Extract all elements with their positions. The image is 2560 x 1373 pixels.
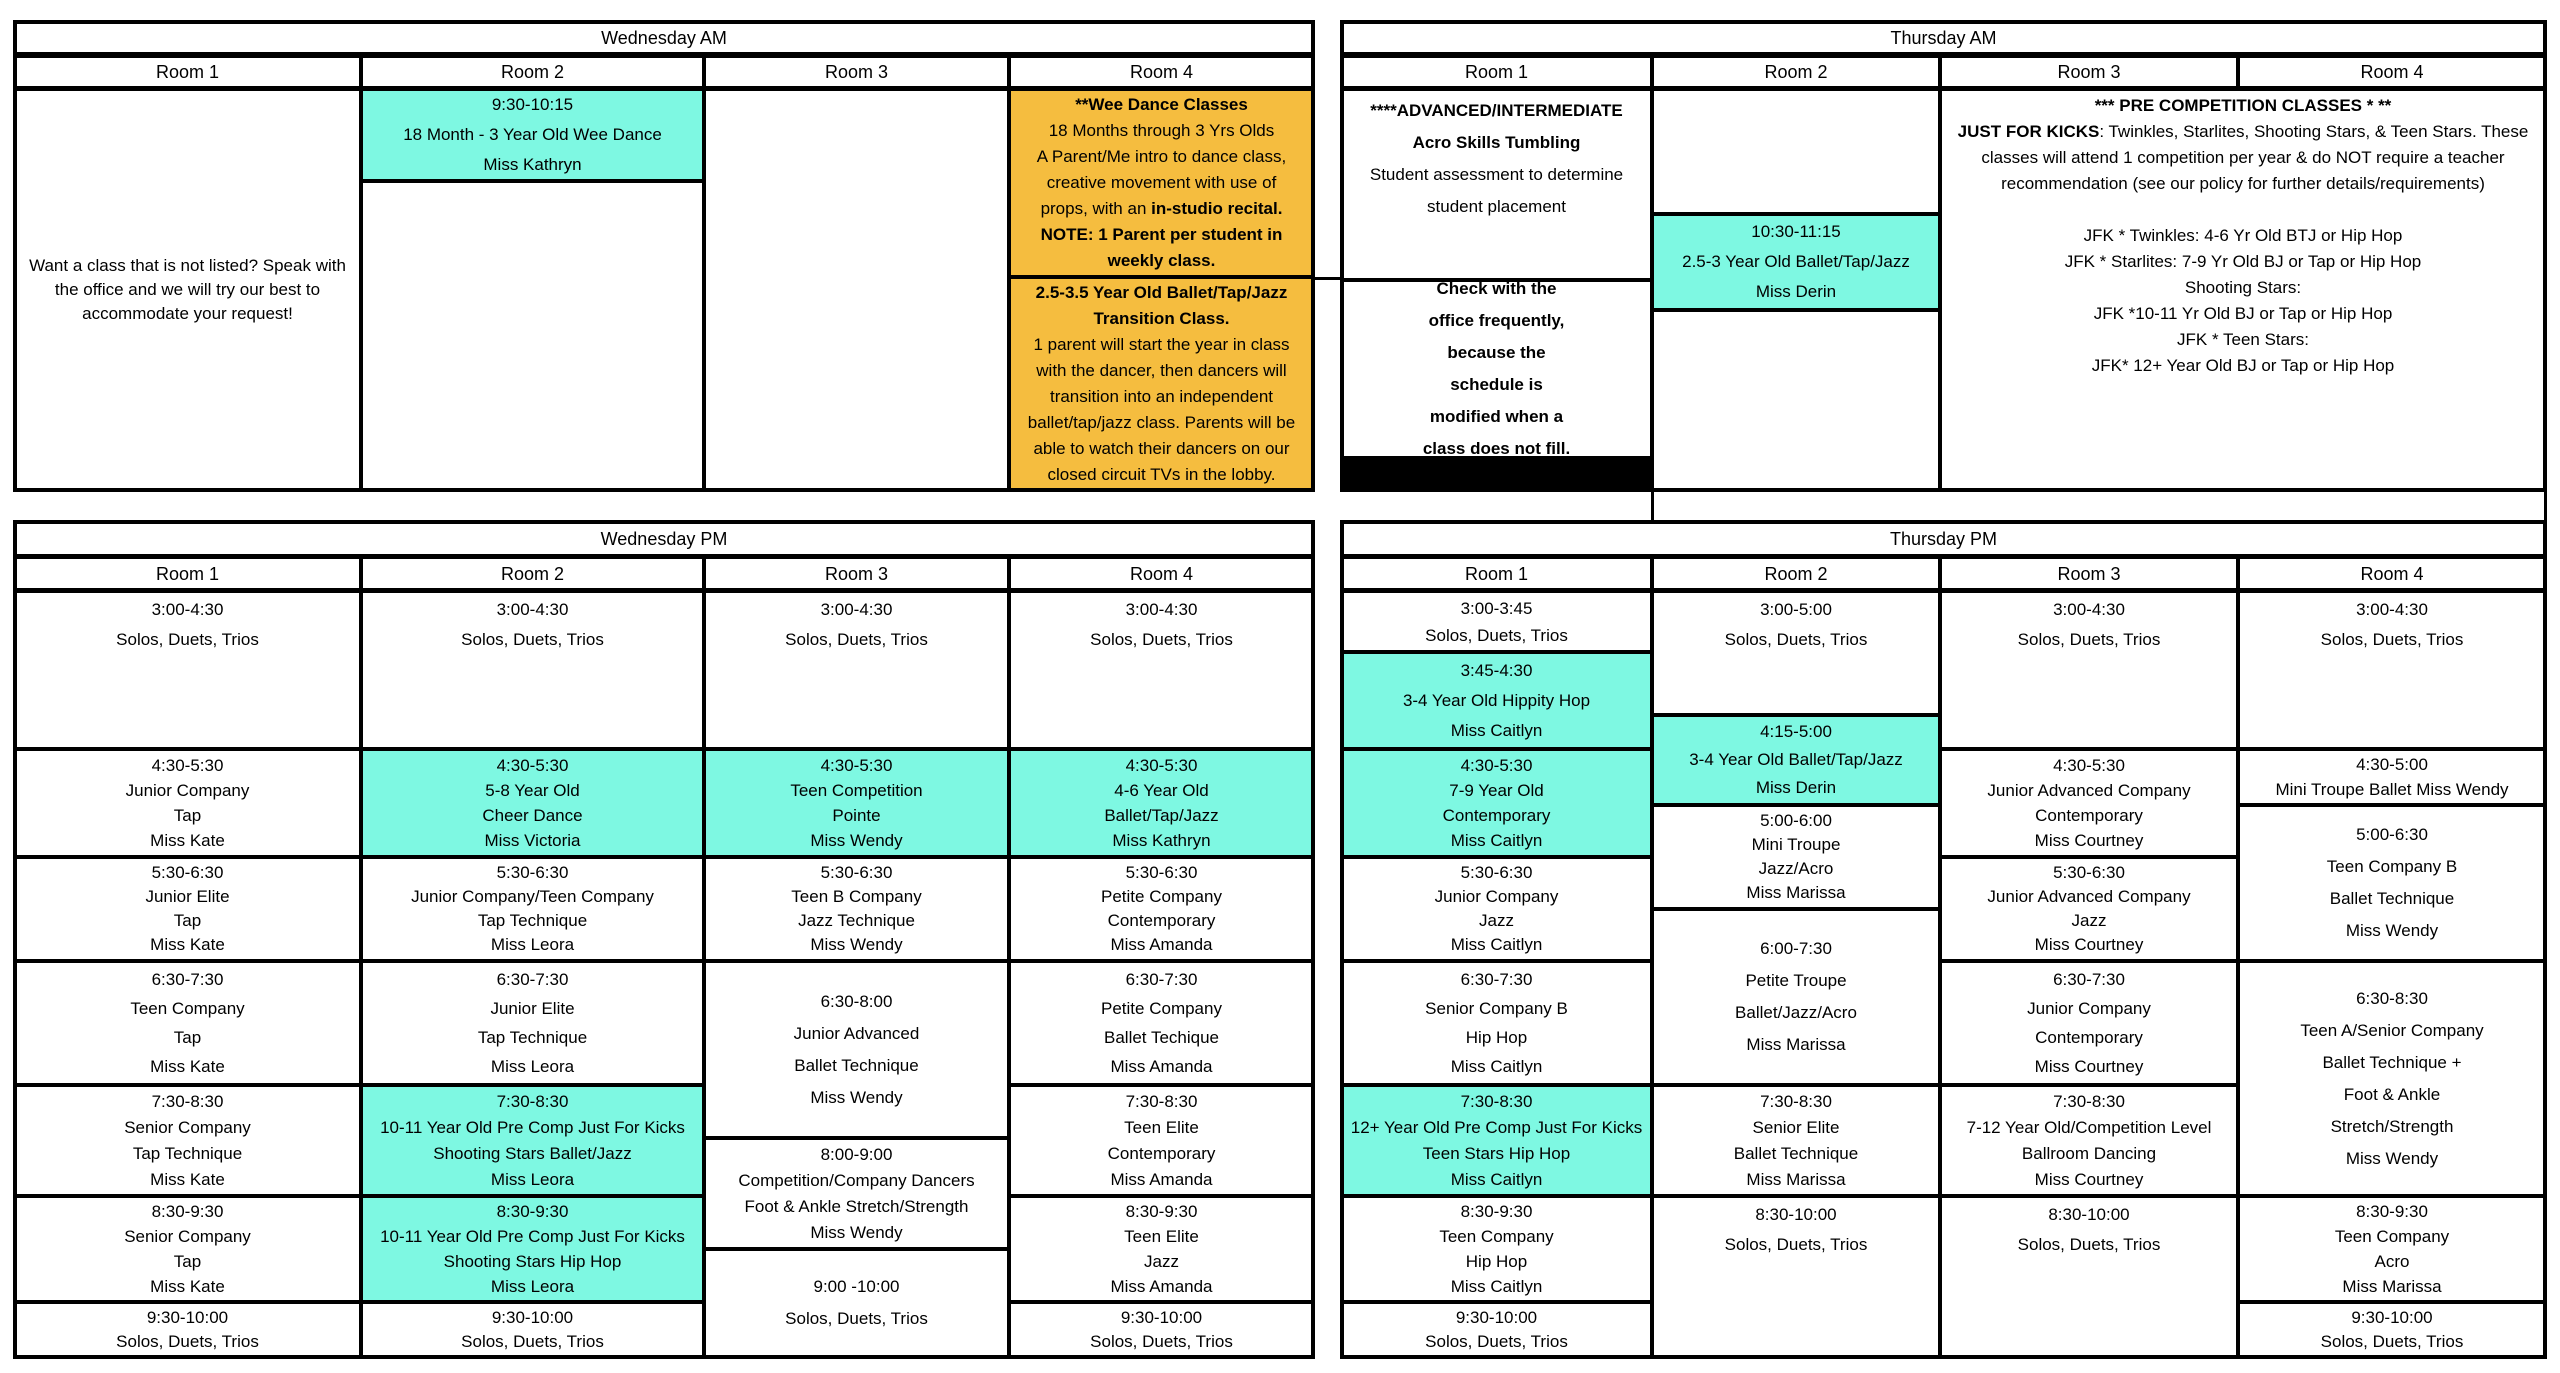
- class-slot: [360, 856, 705, 962]
- slot-detail: 10-11 Year Old Pre Comp Just For Kicks: [380, 1117, 685, 1137]
- slot-detail: Miss Kate: [150, 935, 225, 954]
- slot-detail: Miss Kate: [150, 1169, 225, 1189]
- slot-time: 6:00-7:30: [1760, 939, 1832, 958]
- slot-detail: Contemporary: [2035, 1028, 2143, 1047]
- class-slot: [1008, 1301, 1315, 1358]
- slot-time: 3:00-4:30: [2053, 600, 2125, 619]
- slot-detail: Tap: [173, 1028, 202, 1047]
- slot-detail: 5-8 Year Old: [485, 781, 580, 800]
- divider: [1315, 277, 1341, 280]
- slot-detail: Solos, Duets, Trios: [785, 630, 928, 649]
- slot-detail: Miss Caitlyn: [1450, 935, 1543, 954]
- slot-detail: Shooting Stars Hip Hop: [443, 1252, 622, 1271]
- room1-request-note: Want a class that is not listed? Speak with the office and we will try our best to accommodate your request!: [13, 88, 362, 491]
- slot-detail: Shooting Stars Ballet/Jazz: [433, 1143, 632, 1163]
- slot-detail: Miss Marissa: [1746, 1169, 1846, 1189]
- class-slot: [1008, 590, 1315, 750]
- slot-detail: Miss Caitlyn: [1450, 1277, 1543, 1296]
- class-slot: [13, 590, 362, 750]
- slot-time: 4:30-5:30: [820, 756, 893, 775]
- slot-time: 9:30-10:00: [491, 1307, 574, 1327]
- class-slot: [13, 856, 362, 962]
- slot-detail: Miss Marissa: [1746, 1035, 1846, 1054]
- slot-time: 5:00-6:00: [1760, 811, 1832, 830]
- slot-detail: Jazz Technique: [798, 911, 915, 930]
- class-slot: [1008, 748, 1315, 858]
- slot-detail: Petite Company: [1101, 999, 1222, 1018]
- slot-time: 8:30-10:00: [1755, 1205, 1837, 1224]
- class-slot: [1651, 1084, 1941, 1197]
- office-note: Check with the office frequently, because the schedule is modified when a class does not fill.: [1340, 279, 1653, 459]
- slot-detail: Miss Caitlyn: [1450, 1057, 1543, 1076]
- class-slot: [2237, 804, 2547, 962]
- class-slot: [1008, 960, 1315, 1086]
- slot-detail: Foot & Ankle: [2343, 1084, 2441, 1104]
- slot-time: 6:30-7:30: [2053, 970, 2125, 989]
- class-slot: [703, 1248, 1010, 1358]
- slot-detail: 10-11 Year Old Pre Comp Just For Kicks: [380, 1227, 685, 1246]
- class-slot: [1340, 960, 1653, 1086]
- black-bar: [1340, 457, 1653, 492]
- class-slot: [1939, 1195, 2239, 1358]
- room-header: Room 1: [1340, 556, 1653, 591]
- class-slot: [703, 590, 1010, 750]
- slot-detail: Miss Wendy: [810, 935, 903, 954]
- slot-time: 5:30-6:30: [820, 863, 893, 882]
- slot-time: 5:30-6:30: [496, 863, 569, 882]
- class-slot: [360, 960, 705, 1086]
- slot-detail: Miss Marissa: [2342, 1277, 2442, 1296]
- slot-time: 9:30-10:00: [1120, 1307, 1203, 1327]
- slot-detail: Contemporary: [1442, 806, 1551, 825]
- slot-detail: Miss Victoria: [484, 831, 581, 850]
- class-slot: [13, 748, 362, 858]
- slot-detail: Miss Caitlyn: [1450, 831, 1543, 850]
- slot-detail: Junior Company: [125, 781, 250, 800]
- slot-time: 8:30-9:30: [1125, 1202, 1198, 1221]
- slot-detail: Competition/Company Dancers: [738, 1170, 975, 1190]
- slot-detail: Jazz: [1479, 911, 1514, 930]
- room-header: Room 3: [1939, 556, 2239, 591]
- slot-detail: Pointe: [832, 806, 881, 825]
- slot-detail: Solos, Duets, Trios: [1425, 625, 1568, 645]
- class-block: 9:30-10:15 18 Month - 3 Year Old Wee Dance Miss Kathryn: [360, 88, 705, 182]
- empty-slot: [703, 88, 1010, 491]
- room-header: Room 2: [1651, 55, 1941, 89]
- class-block: 10:30-11:15 2.5-3 Year Old Ballet/Tap/Jazz Miss Derin: [1651, 213, 1941, 311]
- slot-detail: Ballet Techique: [1104, 1028, 1219, 1047]
- class-slot: [1008, 1084, 1315, 1197]
- slot-detail: Senior Company: [124, 1117, 251, 1137]
- slot-detail: Jazz: [1144, 1252, 1179, 1271]
- slot-detail: Hip Hop: [1465, 1028, 1528, 1047]
- class-slot: [1939, 590, 2239, 750]
- schedule-title: Thursday AM: [1340, 20, 2547, 56]
- slot-time: 3:00-4:30: [820, 600, 893, 619]
- slot-detail: 7-9 Year Old: [1449, 781, 1544, 800]
- slot-detail: Solos, Duets, Trios: [1090, 630, 1233, 649]
- empty-slot: [360, 180, 705, 491]
- class-slot: [360, 590, 705, 750]
- slot-detail: Contemporary: [2035, 806, 2143, 825]
- slot-time: 7:30-8:30: [496, 1091, 569, 1111]
- slot-detail: Miss Wendy: [810, 1222, 903, 1242]
- slot-detail: Tap Technique: [132, 1143, 243, 1163]
- class-slot: [2237, 1195, 2547, 1303]
- slot-detail: Miss Wendy: [2345, 921, 2439, 940]
- slot-detail: Tap: [173, 1252, 202, 1271]
- class-slot: [2237, 960, 2547, 1197]
- slot-time: 7:30-8:30: [1760, 1091, 1832, 1111]
- slot-detail: Teen B Company: [791, 887, 922, 906]
- class-slot: [703, 1137, 1010, 1250]
- room-header: Room 2: [360, 55, 705, 89]
- slot-detail: Teen Company: [2334, 1227, 2450, 1246]
- slot-detail: Miss Leora: [490, 1057, 575, 1076]
- slot-time: 8:30-10:00: [2048, 1205, 2130, 1224]
- slot-detail: Solos, Duets, Trios: [116, 1331, 259, 1351]
- slot-time: 4:30-5:30: [1460, 756, 1533, 775]
- slot-detail: Miss Caitlyn: [1450, 1169, 1543, 1189]
- class-slot: [1340, 1084, 1653, 1197]
- slot-detail: Miss Amanda: [1110, 1057, 1213, 1076]
- slot-detail: Contemporary: [1107, 911, 1216, 930]
- slot-time: 3:45-4:30: [1460, 660, 1533, 680]
- room-header: Room 1: [13, 55, 362, 89]
- class-slot: [360, 1195, 705, 1303]
- slot-detail: 7-12 Year Old/Competition Level: [1966, 1117, 2212, 1137]
- slot-detail: 12+ Year Old Pre Comp Just For Kicks: [1350, 1117, 1643, 1137]
- class-slot: [1651, 908, 1941, 1086]
- slot-detail: Miss Leora: [490, 1169, 575, 1189]
- slot-detail: Miss Kathryn: [1112, 831, 1211, 850]
- class-slot: [2237, 590, 2547, 750]
- slot-time: 6:30-7:30: [151, 970, 224, 989]
- slot-time: 3:00-4:30: [2356, 600, 2428, 619]
- slot-detail: Foot & Ankle Stretch/Strength: [744, 1196, 969, 1216]
- slot-detail: Hip Hop: [1465, 1252, 1528, 1271]
- slot-time: 8:00-9:00: [820, 1144, 893, 1164]
- room-header: Room 4: [2237, 556, 2547, 591]
- slot-detail: Teen Elite: [1124, 1227, 1199, 1246]
- slot-detail: Miss Leora: [490, 1277, 575, 1296]
- slot-detail: Ballet/Jazz/Acro: [1735, 1003, 1857, 1022]
- slot-detail: Cheer Dance: [482, 806, 583, 825]
- room-header: Room 4: [1008, 556, 1315, 591]
- class-slot: [1008, 856, 1315, 962]
- slot-detail: Solos, Duets, Trios: [461, 630, 604, 649]
- class-slot: [1340, 1301, 1653, 1358]
- divider: [1651, 490, 1654, 523]
- slot-detail: Ballroom Dancing: [2021, 1143, 2157, 1163]
- class-slot: [360, 748, 705, 858]
- slot-time: 3:00-3:45: [1460, 598, 1533, 618]
- class-slot: [360, 1301, 705, 1358]
- slot-detail: Tap: [173, 806, 202, 825]
- slot-time: 8:30-9:30: [2356, 1202, 2428, 1221]
- slot-detail: Solos, Duets, Trios: [1724, 1235, 1868, 1254]
- slot-detail: Teen Stars Hip Hop: [1422, 1143, 1571, 1163]
- room-header: Room 2: [360, 556, 705, 591]
- class-slot: [13, 1084, 362, 1197]
- slot-time: 5:30-6:30: [151, 863, 224, 882]
- slot-detail: Solos, Duets, Trios: [2320, 630, 2464, 649]
- slot-detail: Tap Technique: [477, 1028, 588, 1047]
- room-header: Room 3: [703, 55, 1010, 89]
- slot-detail: Miss Wendy: [2345, 1148, 2439, 1168]
- slot-detail: Solos, Duets, Trios: [461, 1331, 604, 1351]
- slot-time: 4:30-5:30: [496, 756, 569, 775]
- slot-time: 7:30-8:30: [1460, 1091, 1533, 1111]
- slot-detail: Ballet Technique: [794, 1055, 919, 1075]
- class-slot: [1939, 856, 2239, 962]
- slot-detail: Miss Leora: [490, 935, 575, 954]
- slot-time: 6:30-8:30: [2356, 988, 2428, 1008]
- slot-detail: Solos, Duets, Trios: [785, 1309, 928, 1328]
- slot-detail: Teen Competition: [790, 781, 923, 800]
- slot-time: 9:00 -10:00: [813, 1277, 900, 1296]
- class-slot: [1651, 714, 1941, 806]
- slot-detail: Solos, Duets, Trios: [1090, 1331, 1233, 1351]
- slot-detail: Petite Troupe: [1745, 971, 1847, 990]
- slot-detail: Miss Derin: [1755, 778, 1837, 797]
- slot-detail: Miss Amanda: [1110, 1277, 1213, 1296]
- slot-detail: Miss Amanda: [1110, 1169, 1213, 1189]
- room-header: Room 1: [1340, 55, 1653, 89]
- class-slot: [1340, 748, 1653, 858]
- slot-time: 8:30-9:30: [151, 1202, 224, 1221]
- slot-time: 7:30-8:30: [1125, 1091, 1198, 1111]
- slot-time: 3:00-4:30: [1125, 600, 1198, 619]
- slot-detail: Miss Courtney: [2034, 1057, 2144, 1076]
- slot-detail: Solos, Duets, Trios: [1425, 1331, 1568, 1351]
- class-slot: [1340, 856, 1653, 962]
- slot-time: 4:15-5:00: [1760, 722, 1832, 741]
- slot-time: 5:30-6:30: [1125, 863, 1198, 882]
- slot-detail: Tap Technique: [477, 911, 588, 930]
- slot-detail: Ballet Technique: [1733, 1143, 1859, 1163]
- slot-detail: Solos, Duets, Trios: [116, 630, 259, 649]
- slot-detail: Petite Company: [1101, 887, 1222, 906]
- class-slot: [1651, 1195, 1941, 1358]
- slot-time: 3:00-4:30: [151, 600, 224, 619]
- room-header: Room 4: [2237, 55, 2547, 89]
- slot-detail: Mini Troupe Ballet Miss Wendy: [2275, 780, 2509, 799]
- room-header: Room 3: [1939, 55, 2239, 89]
- slot-detail: Contemporary: [1107, 1143, 1216, 1163]
- slot-detail: Acro: [2374, 1252, 2410, 1271]
- empty-slot: [1651, 309, 1941, 492]
- divider: [2544, 490, 2547, 523]
- slot-detail: Junior Advanced Company: [1987, 887, 2191, 906]
- slot-detail: Ballet Technique: [2329, 889, 2455, 908]
- class-slot: [2237, 1301, 2547, 1358]
- slot-detail: Junior Advanced Company: [1987, 781, 2191, 800]
- slot-detail: 4-6 Year Old: [1114, 781, 1209, 800]
- slot-detail: Stretch/Strength: [2330, 1116, 2454, 1136]
- class-slot: [703, 856, 1010, 962]
- class-slot: [2237, 748, 2547, 806]
- slot-time: 7:30-8:30: [151, 1091, 224, 1111]
- room-header: Room 3: [703, 556, 1010, 591]
- schedule-title: Wednesday PM: [13, 520, 1315, 558]
- slot-detail: Junior Advanced: [793, 1023, 920, 1043]
- room-header: Room 1: [13, 556, 362, 591]
- slot-detail: Mini Troupe: [1751, 835, 1841, 854]
- class-slot: [1340, 651, 1653, 750]
- slot-detail: Tap: [173, 911, 202, 930]
- class-slot: [1651, 590, 1941, 716]
- slot-detail: 3-4 Year Old Hippity Hop: [1402, 690, 1591, 710]
- slot-time: 6:30-8:00: [820, 991, 893, 1011]
- class-slot: [1939, 960, 2239, 1086]
- room-header: Room 4: [1008, 55, 1315, 89]
- slot-detail: Solos, Duets, Trios: [2320, 1331, 2464, 1351]
- pre-competition-info: *** PRE COMPETITION CLASSES * ** JUST FOR KICKS: Twinkles, Starlites, Shooting Stars, & Teen Stars. These classes will attend 1 competition per year & do NOT require a teacher recommendation (see our policy for further details/requirements) JFK * Twinkles: 4-6 Yr Old BTJ or Hip Hop JFK * Starlites: 7-9 Yr Old BJ or Tap or Hip Hop Shooting Stars: JFK *10-11 Yr Old BJ or Tap or Hip Hop JFK * Teen Stars: JFK* 12+ Year Old BJ or Tap or Hip Hop: [1939, 88, 2547, 492]
- slot-time: 6:30-7:30: [1125, 970, 1198, 989]
- class-slot: [703, 748, 1010, 858]
- class-slot: [360, 1084, 705, 1197]
- slot-time: 4:30-5:30: [2053, 756, 2125, 775]
- slot-time: 6:30-7:30: [1460, 970, 1533, 989]
- slot-time: 4:30-5:30: [1125, 756, 1198, 775]
- slot-time: 5:30-6:30: [1460, 863, 1533, 882]
- wee-dance-info: **Wee Dance Classes 18 Months through 3 Yrs Olds A Parent/Me intro to dance class, creative movement with use of props, with an in-studio recital. NOTE: 1 Parent per student in weekly class.: [1008, 88, 1315, 278]
- slot-detail: Junior Company: [2027, 999, 2151, 1018]
- slot-detail: Junior Elite: [145, 887, 230, 906]
- slot-time: 3:00-4:30: [496, 600, 569, 619]
- slot-detail: Miss Kate: [150, 831, 225, 850]
- class-slot: [13, 1301, 362, 1358]
- slot-detail: Miss Wendy: [810, 1087, 903, 1107]
- slot-detail: 3-4 Year Old Ballet/Tap/Jazz: [1689, 750, 1903, 769]
- slot-detail: Solos, Duets, Trios: [2017, 630, 2161, 649]
- slot-time: 3:00-5:00: [1760, 600, 1832, 619]
- empty-slot: [1651, 88, 1941, 215]
- slot-detail: Junior Elite: [490, 999, 575, 1018]
- slot-detail: Senior Elite: [1752, 1117, 1840, 1137]
- class-slot: [1939, 1084, 2239, 1197]
- slot-detail: Ballet/Tap/Jazz: [1104, 806, 1219, 825]
- slot-detail: Miss Kate: [150, 1057, 225, 1076]
- slot-time: 7:30-8:30: [2053, 1091, 2125, 1111]
- acro-assessment-info: ****ADVANCED/INTERMEDIATE Acro Skills Tumbling Student assessment to determine student placement: [1340, 88, 1653, 281]
- slot-detail: Miss Kate: [150, 1277, 225, 1296]
- slot-time: 8:30-9:30: [1460, 1202, 1533, 1221]
- slot-detail: Miss Courtney: [2034, 831, 2144, 850]
- slot-detail: Teen A/Senior Company: [2300, 1020, 2484, 1040]
- slot-time: 4:30-5:30: [151, 756, 224, 775]
- class-slot: [1939, 748, 2239, 858]
- slot-time: 9:30-10:00: [146, 1307, 229, 1327]
- slot-detail: Miss Marissa: [1746, 883, 1846, 902]
- class-slot: [1651, 804, 1941, 910]
- slot-time: 4:30-5:00: [2356, 755, 2428, 774]
- slot-time: 6:30-7:30: [496, 970, 569, 989]
- class-slot: [703, 960, 1010, 1139]
- slot-detail: Miss Amanda: [1110, 935, 1213, 954]
- slot-detail: Teen Elite: [1124, 1117, 1199, 1137]
- slot-time: 5:30-6:30: [2053, 863, 2125, 882]
- slot-detail: Miss Courtney: [2034, 1169, 2144, 1189]
- slot-detail: Jazz/Acro: [1758, 859, 1834, 878]
- slot-time: 8:30-9:30: [496, 1202, 569, 1221]
- class-slot: [13, 960, 362, 1086]
- room-header: Room 2: [1651, 556, 1941, 591]
- slot-detail: Solos, Duets, Trios: [1724, 630, 1868, 649]
- class-slot: [1340, 590, 1653, 653]
- class-slot: [1008, 1195, 1315, 1303]
- slot-detail: Teen Company: [130, 999, 245, 1018]
- slot-detail: Solos, Duets, Trios: [2017, 1235, 2161, 1254]
- class-slot: [1340, 1195, 1653, 1303]
- slot-time: 9:30-10:00: [2351, 1307, 2433, 1327]
- slot-detail: Senior Company B: [1425, 999, 1568, 1018]
- slot-detail: Jazz: [2071, 911, 2107, 930]
- transition-class-info: 2.5-3.5 Year Old Ballet/Tap/Jazz Transition Class. 1 parent will start the year in class with the dancer, then dancers will transition into an independent ballet/tap/jazz class. Parents will be able to watch their dancers on our closed circuit TVs in the lobby.: [1008, 276, 1315, 491]
- slot-time: 9:30-10:00: [1455, 1307, 1538, 1327]
- schedule-title: Thursday PM: [1340, 520, 2547, 558]
- slot-time: 5:00-6:30: [2356, 825, 2428, 844]
- slot-detail: Miss Wendy: [810, 831, 903, 850]
- slot-detail: Teen Company: [1439, 1227, 1554, 1246]
- slot-detail: Teen Company B: [2326, 857, 2458, 876]
- slot-detail: Miss Courtney: [2034, 935, 2144, 954]
- slot-detail: Ballet Technique +: [2322, 1052, 2462, 1072]
- slot-detail: Junior Company/Teen Company: [411, 887, 654, 906]
- schedule-title: Wednesday AM: [13, 20, 1315, 56]
- class-slot: [13, 1195, 362, 1303]
- slot-detail: Junior Company: [1434, 887, 1559, 906]
- slot-detail: Senior Company: [124, 1227, 251, 1246]
- slot-detail: Miss Caitlyn: [1450, 720, 1543, 740]
